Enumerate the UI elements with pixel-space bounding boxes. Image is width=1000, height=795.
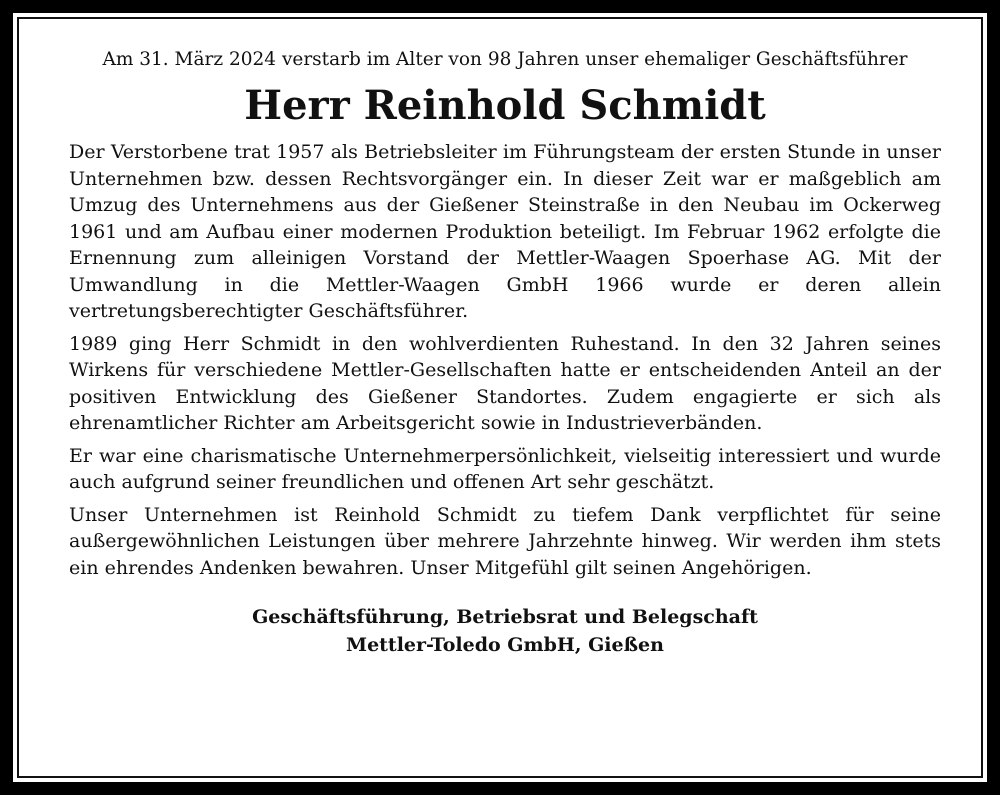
- signature: [55, 603, 955, 659]
- paragraph: Der Verstorbene trat 1957 als Betriebsleiter im Führungsteam der ersten Stunde in unser Unternehmen bzw. dessen Rechtsvorgänger ein. In dieser Zeit war er maßgeblich am Umzug des Unternehmens aus der Gießener Steinstraße in den Neubau im Ockerweg 1961 und am Aufbau einer modernen Produktion beteiligt. Im Februar 1962 erfolgte die Ernennung zum alleinigen Vorstand der Mettler-Waagen Spoerhase AG. Mit der Umwandlung in die Mettler-Waagen GmbH 1966 wurde er deren allein vertretungsberechtigter Geschäftsführer.: [69, 141, 941, 322]
- paragraph: 1989 ging Herr Schmidt in den wohlverdienten Ruhestand. In den 32 Jahren seines Wirkens für verschiedene Mettler-Gesellschaften hatte er entscheidenden Anteil an der positiven Entwicklung des Gießener Standortes. Zudem engagierte er sich als ehrenamtlicher Richter am Arbeitsgericht sowie in Industrieverbänden.: [69, 332, 941, 434]
- paragraph: Unser Unternehmen ist Reinhold Schmidt zu tiefem Dank verpflichtet für seine außergewöhnlichen Leistungen über mehrere Jahrzehnte hinweg. Wir werden ihm stets ein ehrendes Andenken bewahren. Unser Mitgefühl gilt seinen Angehörigen.: [69, 503, 941, 579]
- paragraph: Er war eine charismatische Unternehmerpersönlichkeit, vielseitig interessiert und wurde auch aufgrund seiner freundlichen und offenen Art sehr geschätzt.: [69, 444, 941, 493]
- obituary-content: [55, 49, 955, 659]
- signature-line-2: Mettler-Toledo GmbH, Gießen: [346, 634, 664, 656]
- signature-line-1: Geschäftsführung, Betriebsrat und Belegschaft: [252, 606, 758, 628]
- intro-line: Am 31. März 2024 verstarb im Alter von 98 Jahren unser ehemaliger Geschäftsführer: [102, 49, 908, 70]
- deceased-name: Herr Reinhold Schmidt: [244, 82, 766, 129]
